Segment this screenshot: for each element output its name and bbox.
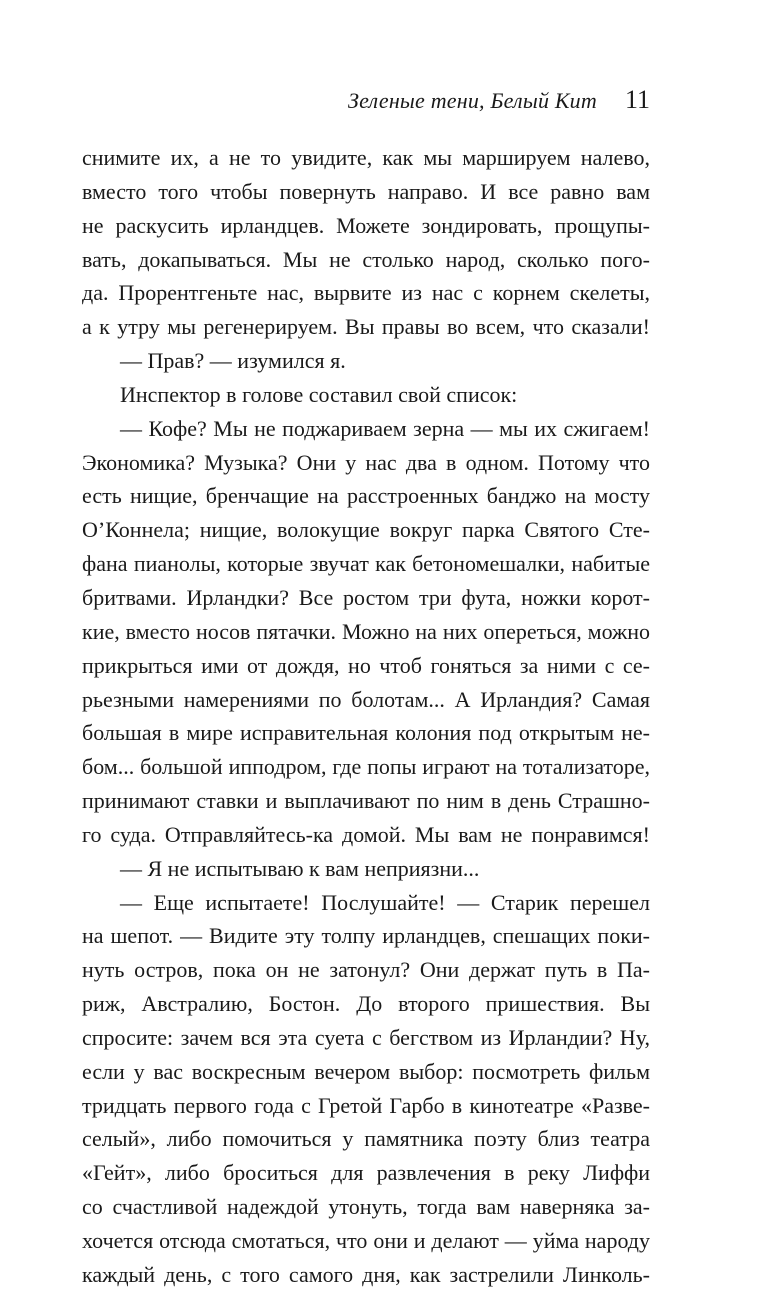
text-line: каждый день, с того самого дня, как застрелили Линколь- <box>82 1261 650 1287</box>
text-line: вместо того чтобы повернуть направо. И все равно вам <box>82 178 650 204</box>
text-line: спросите: зачем вся эта суета с бегством из Ирландии? Ну, <box>82 1024 650 1050</box>
text-line: если у вас воскресным вечером выбор: посмотреть фильм <box>82 1058 650 1084</box>
text-line: — Прав? — изумился я. <box>120 348 346 374</box>
text-line: нуть остров, пока он не затонул? Они держат путь в Па- <box>82 957 650 983</box>
text-line: фана пианолы, которые звучат как бетономешалки, набитые <box>82 551 650 577</box>
text-line: а к утру мы регенерируем. Вы правы во всем, что сказали! <box>82 314 650 340</box>
text-line: кие, вместо носов пятачки. Можно на них опереться, можно <box>82 618 650 644</box>
text-line: — Еще испытаете! Послушайте! — Старик перешел <box>120 889 650 915</box>
text-line: большая в мире исправительная колония под открытым не- <box>82 720 650 746</box>
running-header-title: Зеленые тени, Белый Кит <box>348 88 597 113</box>
text-line: — Кофе? Мы не поджариваем зерна — мы их сжигаем! <box>120 415 650 441</box>
text-line: принимают ставки и выплачивают по ним в день Страшно- <box>82 788 650 814</box>
text-line: снимите их, а не то увидите, как мы маршируем налево, <box>82 145 650 170</box>
text-line: бритвами. Ирландки? Все ростом три фута, ножки корот- <box>82 584 650 610</box>
page-number: 11 <box>624 85 650 114</box>
text-line: не раскусить ирландцев. Можете зондировать, прощупы- <box>82 212 650 238</box>
text-line: есть нищие, бренчащие на расстроенных банджо на мосту <box>82 483 650 509</box>
text-line: «Гейт», либо броситься для развлечения в реку Лиффи <box>82 1160 650 1186</box>
text-line: — Я не испытываю к вам неприязни... <box>120 855 480 881</box>
text-line: да. Прорентгеньте нас, вырвите из нас с корнем скелеты, <box>82 280 650 306</box>
text-line: Инспектор в голове составил свой список: <box>120 381 518 407</box>
text-line: тридцать первого года с Гретой Гарбо в кинотеатре «Разве- <box>82 1092 650 1118</box>
running-header <box>348 85 650 115</box>
text-line: селый», либо помочиться у памятника поэту близ театра <box>82 1126 650 1152</box>
text-line: рьезными намерениями по болотам... А Ирландия? Самая <box>82 686 650 712</box>
text-line: го суда. Отправляйтесь-ка домой. Мы вам не понравимся! <box>82 821 650 847</box>
body-text <box>82 141 650 1292</box>
text-line: хочется отсюда смотаться, что они и делают — уйма народу <box>82 1228 650 1253</box>
text-line: со счастливой надеждой утонуть, тогда вам наверняка за- <box>82 1194 650 1220</box>
text-line: Экономика? Музыка? Они у нас два в одном. Потому что <box>82 449 650 475</box>
text-line: О’Коннела; нищие, волокущие вокруг парка Святого Сте- <box>82 517 650 543</box>
text-line: на шепот. — Видите эту толпу ирландцев, спешащих поки- <box>82 923 650 949</box>
text-line: вать, докапываться. Мы не столько народ, сколько пого- <box>82 246 650 272</box>
text-line: бом... большой ипподром, где попы играют на тотализаторе, <box>82 754 650 780</box>
text-line: риж, Австралию, Бостон. До второго пришествия. Вы <box>82 991 650 1017</box>
text-line: прикрыться ими от дождя, но чтоб гоняться за ними с се- <box>82 652 650 678</box>
